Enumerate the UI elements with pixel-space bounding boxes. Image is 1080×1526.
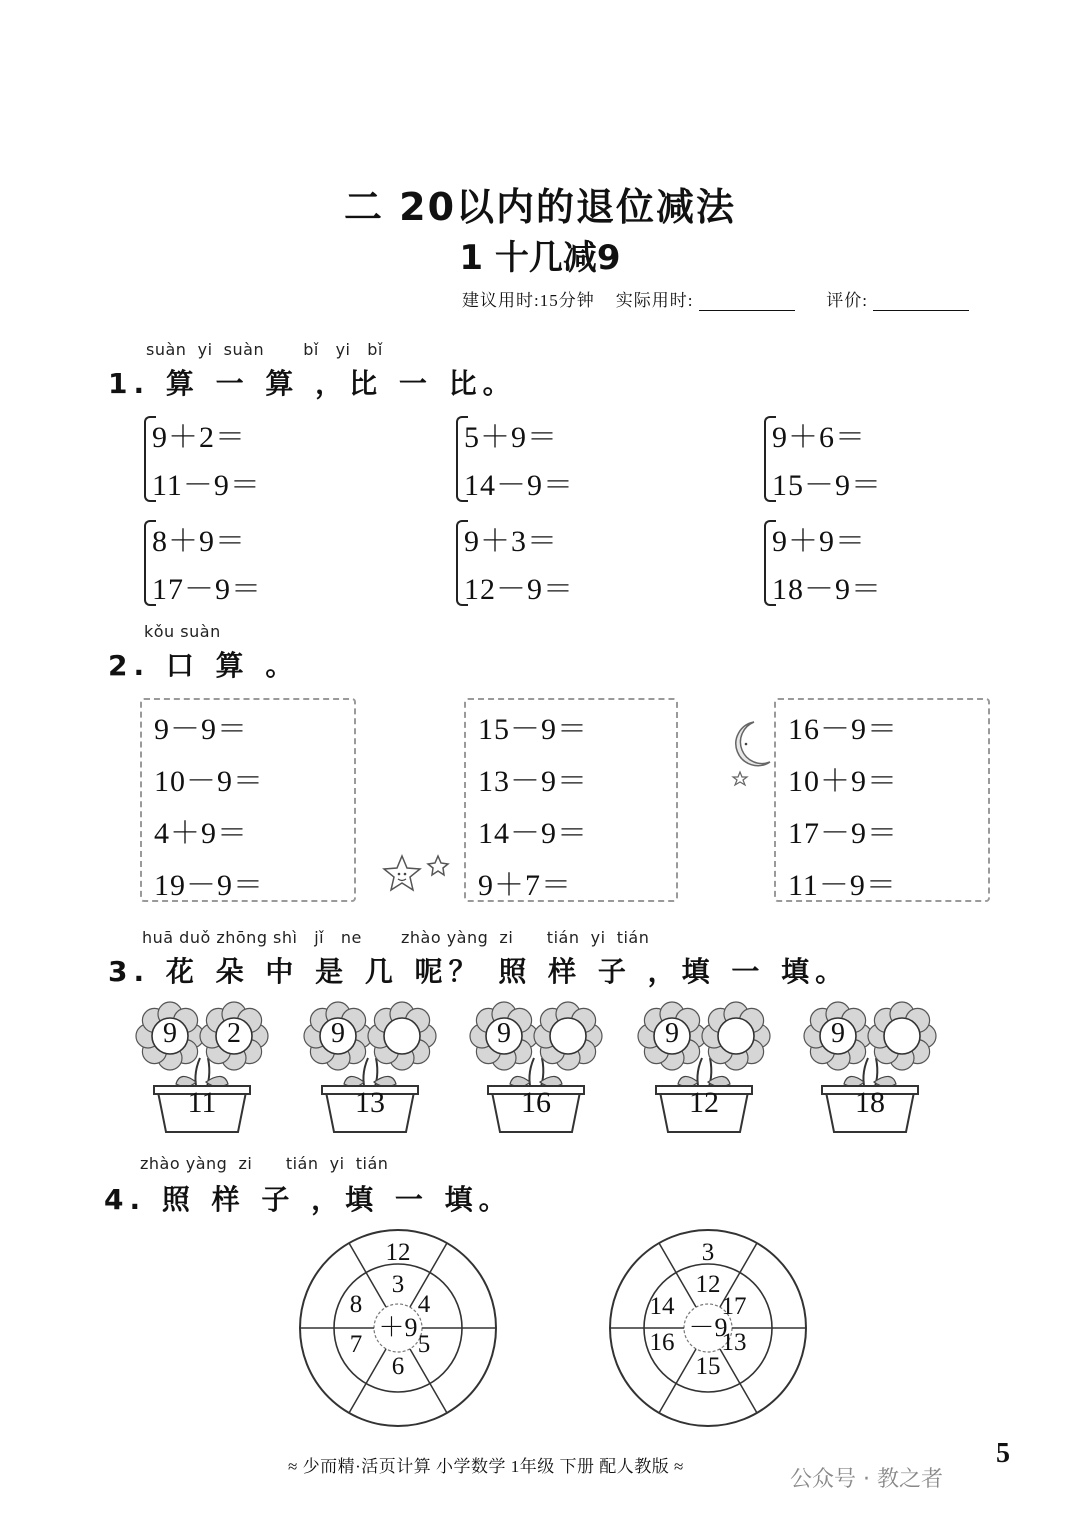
suggested-time: 建议用时:15分钟 (462, 291, 595, 310)
equation: 17－9＝ (788, 817, 898, 850)
flower-pot (634, 998, 774, 1138)
wheel-inner-value: 3 (391, 1271, 405, 1298)
equation: 4＋9＝ (154, 817, 248, 850)
equation: 9＋2＝ (152, 421, 246, 454)
flower-left-value: 9 (331, 1018, 345, 1049)
flower-pot (300, 998, 440, 1138)
actual-time-label: 实际用时: (615, 291, 694, 310)
flower-left-value: 9 (665, 1018, 679, 1049)
q1-pair (144, 412, 344, 502)
watermark: 公众号 · 教之者 (790, 1467, 943, 1492)
q2-pinyin: kǒu suàn (144, 622, 221, 641)
q2-box (464, 698, 678, 902)
wheel-inner-value: 15 (695, 1353, 721, 1380)
equation: 10＋9＝ (788, 765, 898, 798)
wheel-inner-value: 5 (417, 1331, 431, 1358)
wheel-center: －9 (688, 1313, 728, 1342)
wheel-inner-value: 4 (417, 1291, 431, 1318)
flower-left-value: 9 (163, 1018, 177, 1049)
moon-icon (730, 718, 776, 788)
equation: 18－9＝ (772, 573, 882, 606)
equation: 13－9＝ (478, 765, 588, 798)
lesson-title: 1 十几减9 (459, 238, 621, 278)
chapter-title: 二 20以内的退位减法 (343, 185, 737, 229)
evaluation-label: 评价: (826, 291, 868, 310)
wheel-inner-value: 14 (649, 1293, 675, 1320)
pot-value: 16 (521, 1086, 551, 1119)
flower-pot (800, 998, 940, 1138)
q1-title: 1. 算 一 算 ，比 一 比。 (108, 367, 517, 400)
equation: 14－9＝ (478, 817, 588, 850)
wheel-inner-value: 12 (695, 1271, 721, 1298)
flower-left-value: 9 (831, 1018, 845, 1049)
q2-box (774, 698, 990, 902)
page-number: 5 (996, 1438, 1010, 1469)
q3-pinyin: huā duǒ zhōng shì jǐ ne zhào yàng zi tián yi tián (142, 928, 650, 947)
flower-left-value: 9 (497, 1018, 511, 1049)
actual-time-blank[interactable] (699, 294, 795, 311)
equation: 8＋9＝ (152, 525, 246, 558)
equation: 12－9＝ (464, 573, 574, 606)
subtraction-wheel (608, 1228, 808, 1428)
equation: 16－9＝ (788, 713, 898, 746)
pot-value: 18 (855, 1086, 885, 1119)
wheel-inner-value: 13 (721, 1329, 747, 1356)
q1-pair (456, 516, 656, 606)
flower-right-value: 2 (227, 1018, 241, 1049)
timing-line (462, 286, 969, 311)
q1-pair (144, 516, 344, 606)
wheel-outer-value: 12 (385, 1239, 411, 1266)
equation: 15－9＝ (772, 469, 882, 502)
equation: 9－9＝ (154, 713, 248, 746)
q1-pinyin: suàn yi suàn bǐ yi bǐ (146, 340, 383, 359)
q2-box (140, 698, 356, 902)
q1-pair (764, 516, 964, 606)
equation: 11－9＝ (152, 469, 261, 502)
wheel-inner-value: 8 (349, 1291, 363, 1318)
pot-value: 13 (355, 1086, 385, 1119)
q3-title: 3. 花 朵 中 是 几 呢？ 照 样 子 ，填 一 填。 (108, 955, 850, 988)
q2-title: 2. 口 算 。 (108, 649, 300, 682)
q4-pinyin: zhào yàng zi tián yi tián (140, 1154, 389, 1173)
wheel-inner-value: 7 (349, 1331, 363, 1358)
wheel-center: ＋9 (378, 1313, 418, 1342)
wheel-outer-value: 3 (701, 1239, 715, 1266)
equation: 5＋9＝ (464, 421, 558, 454)
equation: 17－9＝ (152, 573, 262, 606)
wheel-inner-value: 17 (721, 1293, 747, 1320)
equation: 11－9＝ (788, 869, 897, 902)
equation: 10－9＝ (154, 765, 264, 798)
equation: 9＋9＝ (772, 525, 866, 558)
flower-pot (132, 998, 272, 1138)
wheel-inner-value: 16 (649, 1329, 675, 1356)
equation: 19－9＝ (154, 869, 264, 902)
q1-pair (764, 412, 964, 502)
addition-wheel (298, 1228, 498, 1428)
wheel-inner-value: 6 (391, 1353, 405, 1380)
equation: 9＋6＝ (772, 421, 866, 454)
flower-pot (466, 998, 606, 1138)
equation: 15－9＝ (478, 713, 588, 746)
pot-value: 11 (187, 1086, 217, 1119)
pot-value: 12 (689, 1086, 719, 1119)
evaluation-blank[interactable] (873, 294, 969, 311)
equation: 9＋3＝ (464, 525, 558, 558)
q1-pair (456, 412, 656, 502)
equation: 14－9＝ (464, 469, 574, 502)
footer-text: ≈ 少而精·活页计算 小学数学 1年级 下册 配人教版 ≈ (288, 1457, 684, 1476)
equation: 9＋7＝ (478, 869, 572, 902)
q4-title: 4. 照 样 子 ，填 一 填。 (104, 1183, 513, 1216)
stars-icon (382, 852, 454, 896)
